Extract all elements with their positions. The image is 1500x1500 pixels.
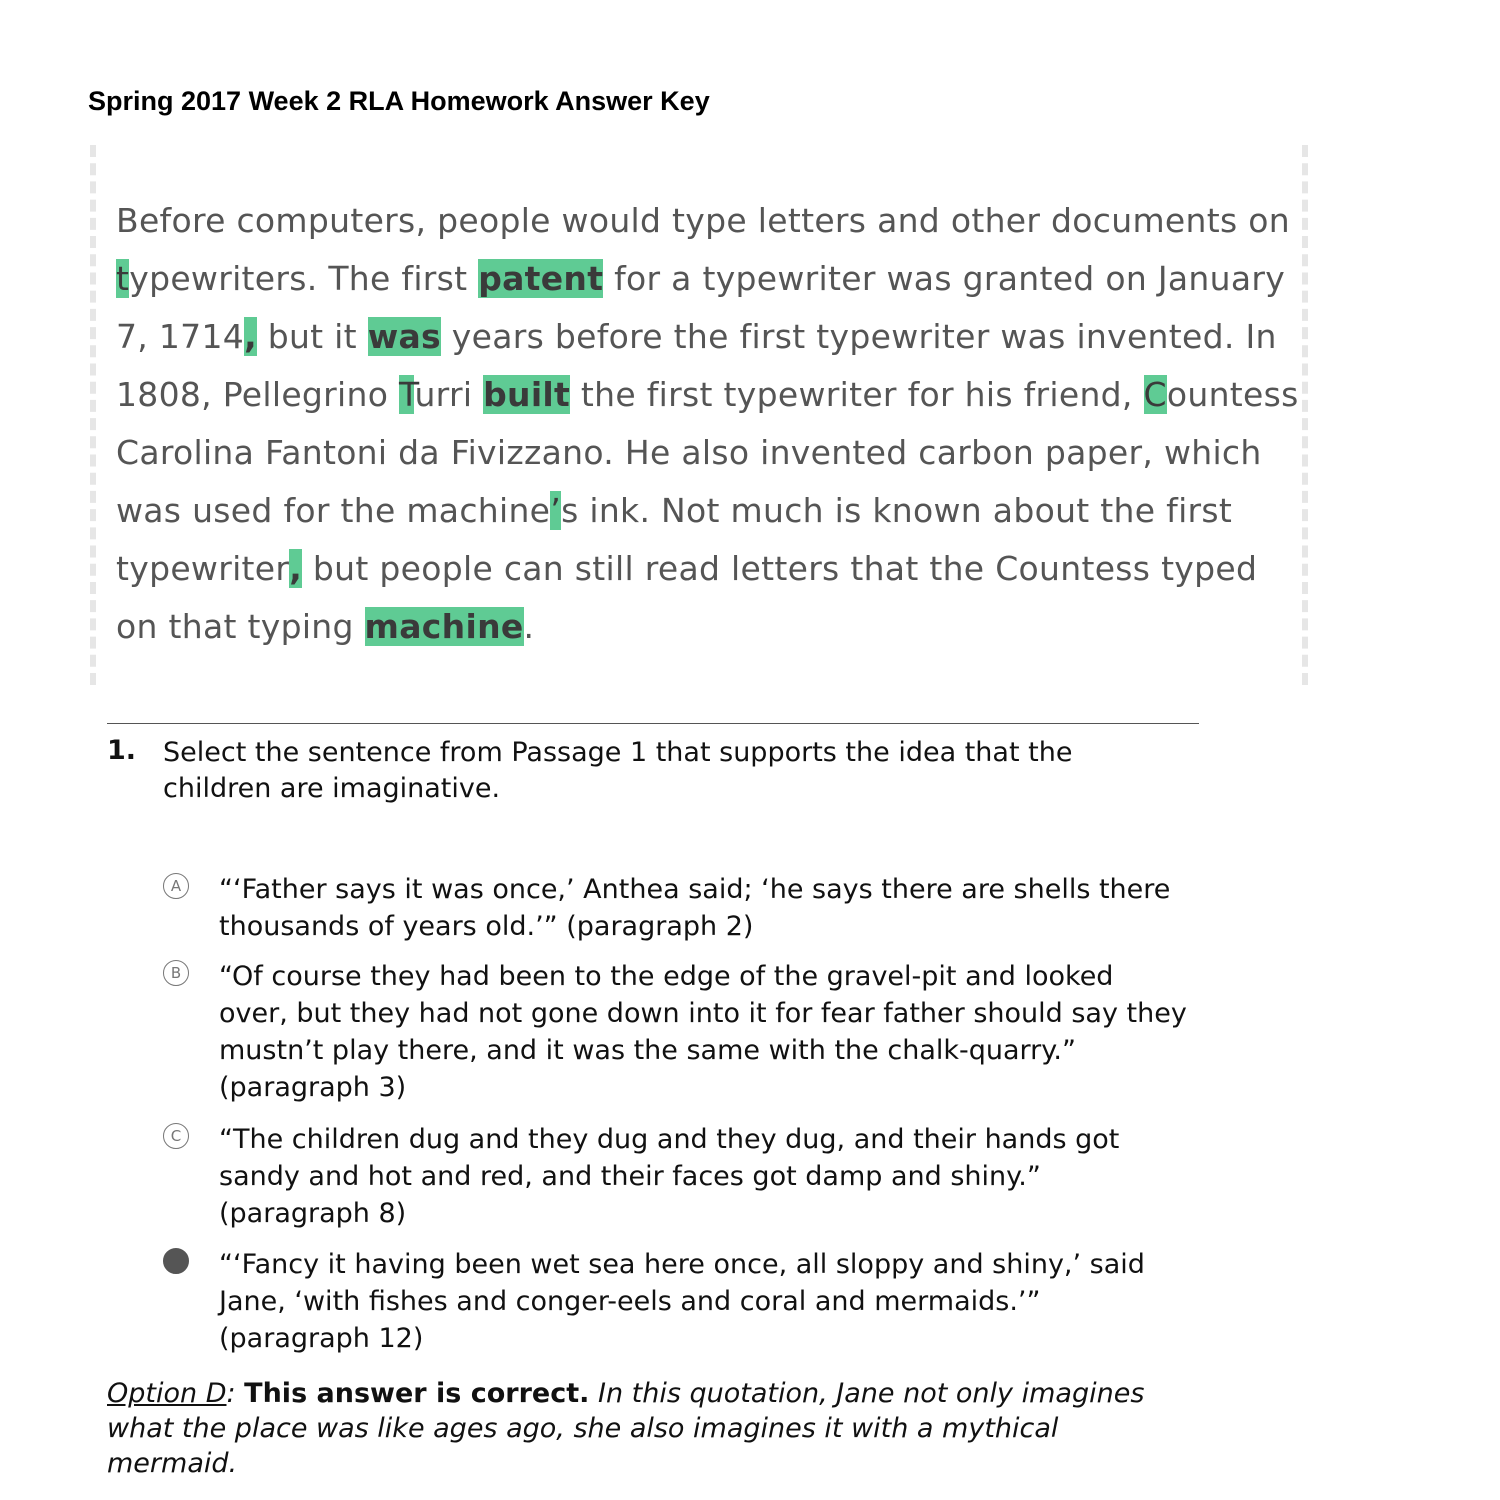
highlighted-edit: ’	[550, 491, 562, 530]
option-c-text: “The children dug and they dug and they dug, and their hands got sandy and hot and red, and their faces got damp and shiny.” (paragraph 8)	[219, 1124, 1120, 1229]
highlighted-edit: built	[483, 375, 571, 414]
highlighted-edit: T	[399, 375, 415, 414]
option-c-bubble[interactable]: C	[163, 1123, 189, 1149]
passage-segment: Before computers, people would type letters and other documents on	[116, 201, 1290, 240]
highlighted-edit: t	[116, 259, 130, 298]
question-number: 1.	[107, 735, 137, 766]
explanation-verdict: This answer is correct.	[244, 1378, 590, 1409]
option-a-text: “‘Father says it was once,’ Anthea said; ‘he says there are shells there thousands of years old.’” (paragraph 2)	[219, 874, 1171, 942]
passage-segment: s ink. Not much is known about the first typewriter	[116, 491, 1233, 588]
document-title: Spring 2017 Week 2 RLA Homework Answer Key	[88, 86, 710, 116]
explanation-text: In this quotation, Jane not only imagines what the place was like ages ago, she also imagines it with a mythical mermaid.	[107, 1378, 1145, 1479]
passage-segment: urri	[414, 375, 484, 414]
passage-segment: but people can still read letters that the Countess typed on that typing	[116, 549, 1258, 646]
explanation-option-label: Option D	[107, 1378, 227, 1409]
option-b-bubble[interactable]: B	[163, 960, 189, 986]
highlighted-edit: machine	[364, 607, 524, 646]
divider	[107, 723, 1199, 724]
passage-segment: ypewriters. The first	[129, 259, 479, 298]
question-stem: Select the sentence from Passage 1 that supports the idea that the children are imaginative.	[163, 737, 1073, 804]
highlighted-edit: ,	[244, 317, 257, 356]
highlighted-edit: C	[1143, 375, 1167, 414]
explanation-separator: :	[226, 1378, 245, 1409]
passage-segment: for a typewriter was granted on January 7, 1714	[116, 259, 1286, 356]
passage-segment: years before the first typewriter was invented. In 1808, Pellegrino	[116, 317, 1277, 414]
option-a-bubble[interactable]: A	[163, 873, 189, 899]
highlighted-edit: patent	[478, 259, 604, 298]
passage-segment: ountess Carolina Fantoni da Fivizzano. He also invented carbon paper, which was used for the machine	[116, 375, 1299, 530]
passage-segment: .	[523, 607, 535, 646]
option-b-text: “Of course they had been to the edge of the gravel-pit and looked over, but they had not gone down into it for fear father should say they mustn’t play there, and it was the same with the chalk-quarry.” (paragraph 3)	[219, 961, 1187, 1103]
option-d-bubble-selected[interactable]	[163, 1248, 189, 1274]
passage-segment: but it	[256, 317, 368, 356]
passage-segment: the first typewriter for his friend,	[570, 375, 1144, 414]
option-d-text: “‘Fancy it having been wet sea here once, all sloppy and shiny,’ said Jane, ‘with fishes and conger-eels and coral and mermaids.’” (paragraph 12)	[219, 1249, 1145, 1354]
passage-text	[116, 192, 1306, 656]
highlighted-edit: ,	[289, 549, 303, 588]
highlighted-edit: was	[367, 317, 441, 356]
answer-explanation	[107, 1376, 1157, 1481]
